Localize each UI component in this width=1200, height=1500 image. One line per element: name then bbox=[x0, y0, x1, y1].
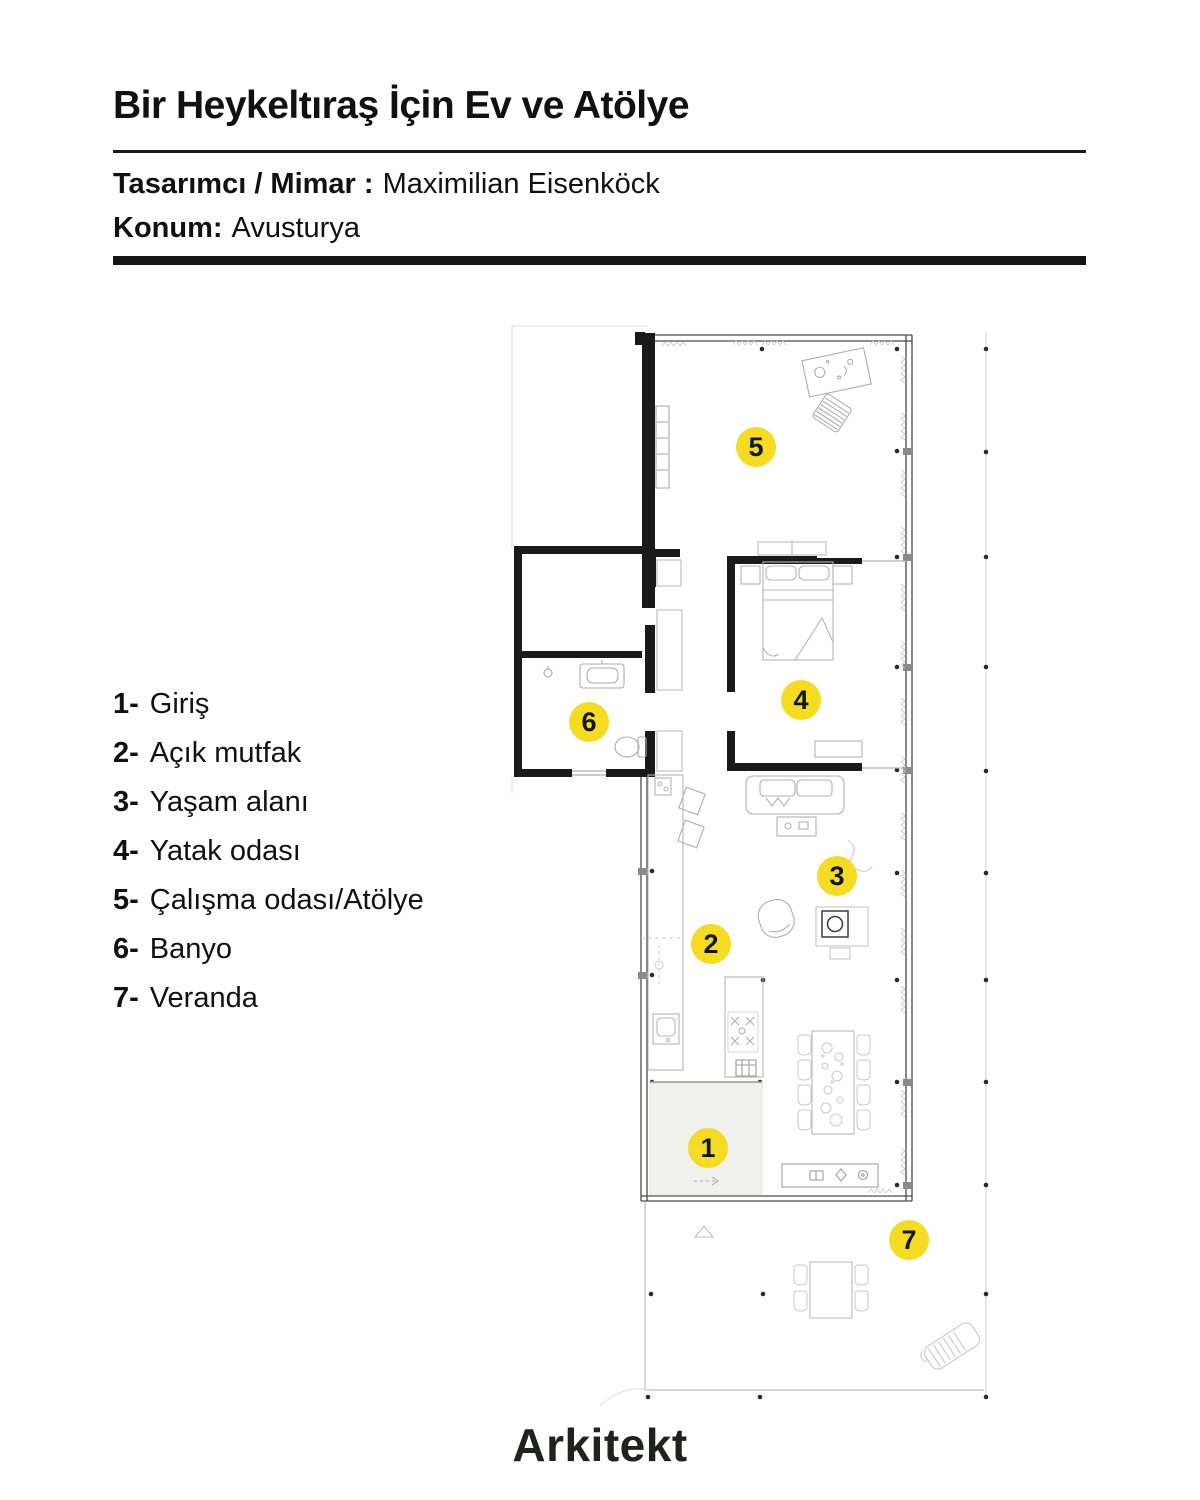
room-marker-2: 2 bbox=[691, 924, 731, 964]
legend-label: Banyo bbox=[149, 933, 233, 965]
nightstand-left bbox=[741, 566, 760, 584]
tableware bbox=[821, 1043, 843, 1126]
veranda-table bbox=[810, 1262, 852, 1318]
legend-number: 5- bbox=[113, 884, 139, 916]
arkitekt-logo: Arkitekt bbox=[512, 1419, 688, 1471]
bedroom-desk bbox=[815, 741, 862, 757]
legend-number: 6- bbox=[113, 933, 139, 965]
kitchen-sink bbox=[653, 1014, 679, 1044]
room-marker-4: 4 bbox=[781, 680, 821, 720]
legend-number: 3- bbox=[113, 786, 139, 818]
legend-label: Yatak odası bbox=[149, 835, 301, 867]
dining-furniture bbox=[782, 1031, 878, 1187]
footer bbox=[0, 1418, 1200, 1472]
room-marker-7: 7 bbox=[889, 1220, 929, 1260]
legend-number: 4- bbox=[113, 835, 139, 867]
drafting-table bbox=[802, 348, 871, 397]
legend-label: Yaşam alanı bbox=[149, 786, 309, 818]
lounge-chair bbox=[918, 1320, 983, 1375]
side-chair bbox=[678, 820, 704, 848]
designer-label: Tasarımcı / Mimar : bbox=[113, 168, 374, 200]
ceiling-light bbox=[544, 666, 552, 677]
room-marker-5: 5 bbox=[736, 427, 776, 467]
window-sill-lines bbox=[862, 561, 906, 768]
sideboard bbox=[782, 1164, 878, 1187]
armchair bbox=[754, 896, 798, 942]
page-title: Bir Heykeltıraş İçin Ev ve Atölye bbox=[113, 84, 690, 127]
island-oven bbox=[736, 1060, 756, 1076]
legend-label: Veranda bbox=[149, 982, 258, 1014]
wood-stove bbox=[816, 907, 868, 959]
legend-number: 2- bbox=[113, 737, 139, 769]
legend-number: 7- bbox=[113, 982, 139, 1014]
toilet bbox=[615, 737, 646, 757]
double-bed bbox=[763, 562, 833, 660]
workshop-stool bbox=[812, 393, 852, 433]
legend-label: Açık mutfak bbox=[149, 737, 302, 769]
nightstand-right bbox=[833, 566, 852, 584]
room-marker-6: 6 bbox=[569, 702, 609, 742]
location-label: Konum: bbox=[113, 212, 223, 244]
bedroom-furniture bbox=[741, 562, 862, 757]
coffee-table bbox=[777, 817, 816, 836]
sink bbox=[580, 660, 624, 688]
legend-number: 1- bbox=[113, 688, 139, 720]
counter-appliance bbox=[655, 778, 671, 795]
kitchen-island bbox=[725, 977, 763, 1077]
workshop-furniture bbox=[656, 348, 871, 488]
location-value: Avusturya bbox=[231, 212, 360, 244]
room-marker-3: 3 bbox=[817, 856, 857, 896]
island-cooktop bbox=[728, 1012, 758, 1052]
designer-value: Maximilian Eisenköck bbox=[382, 168, 660, 200]
room-marker-1: 1 bbox=[688, 1128, 728, 1168]
kitchen-guide-symbol bbox=[655, 945, 663, 985]
veranda-furniture bbox=[695, 1226, 983, 1374]
door-openings bbox=[572, 771, 606, 775]
north-triangle bbox=[695, 1226, 713, 1237]
wall-shelf bbox=[656, 406, 669, 488]
sofa bbox=[746, 776, 844, 814]
legend-label: Giriş bbox=[149, 688, 210, 720]
legend-label: Çalışma odası/Atölye bbox=[149, 884, 424, 916]
